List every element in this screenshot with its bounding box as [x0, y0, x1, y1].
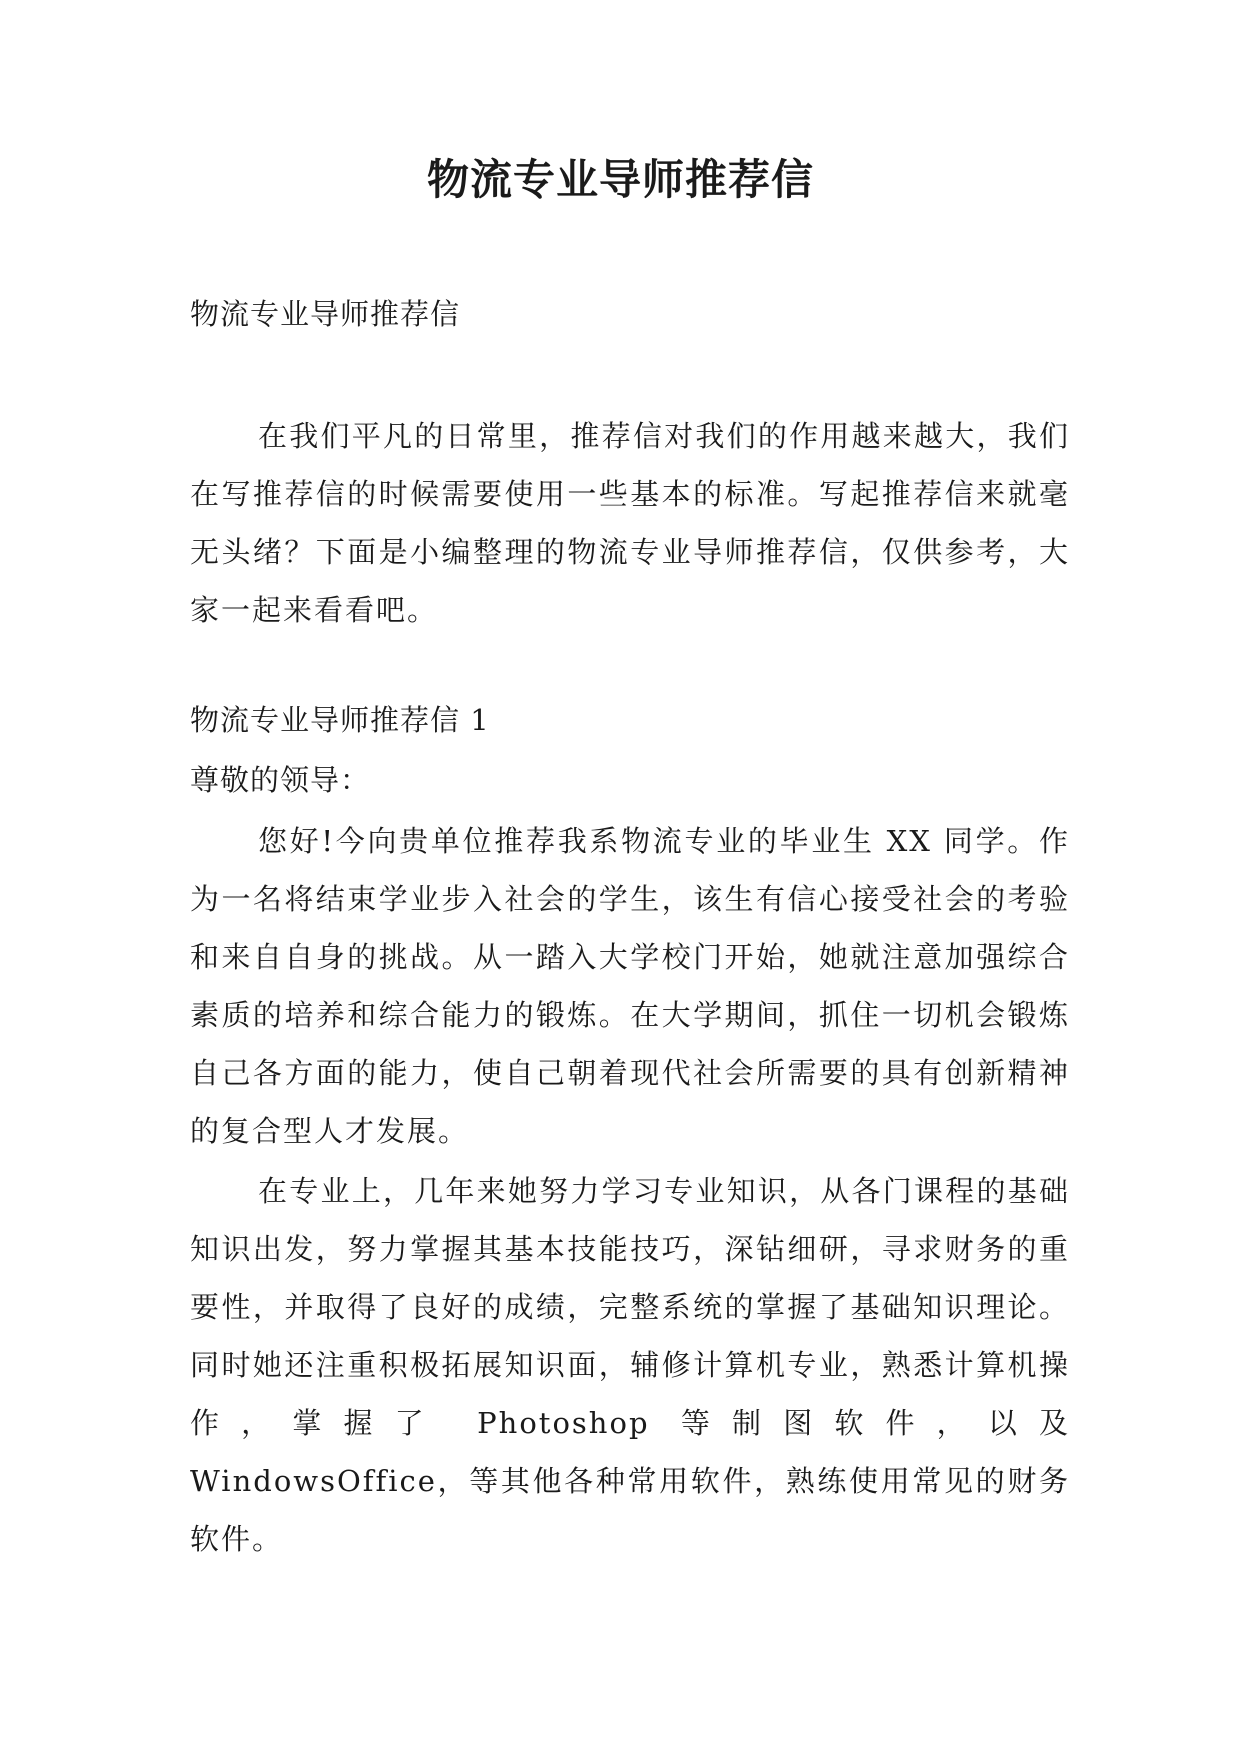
body-paragraph-1: 您好!今向贵单位推荐我系物流专业的毕业生 XX 同学。作为一名将结束学业步入社会的学生，该生有信心接受社会的考验和来自自身的挑战。从一踏入大学校门开始，她就注意加强综合素质的培养和综合能力的锻炼。在大学期间，抓住一切机会锻炼自己各方面的能力，使自己朝着现代社会所需要的具有创新精神的复合型人才发展。 [190, 824, 1070, 1148]
document-subtitle: 物流专业导师推荐信 [190, 297, 461, 331]
document-title: 物流专业导师推荐信 [426, 155, 814, 204]
section-heading: 物流专业导师推荐信 1 [190, 703, 490, 737]
body-paragraph-2: 在专业上，几年来她努力学习专业知识，从各门课程的基础知识出发，努力掌握其基本技能技巧，深钻细研，寻求财务的重要性，并取得了良好的成绩，完整系统的掌握了基础知识理论。同时她还注重积极拓展知识面，辅修计算机专业，熟悉计算机操作，掌握了 Photoshop 等制图软件，以及 WindowsOffice，等其他各种常用软件，熟练使用常见的财务软件。 [190, 1174, 1070, 1556]
intro-paragraph: 在我们平凡的日常里，推荐信对我们的作用越来越大，我们在写推荐信的时候需要使用一些基本的标准。写起推荐信来就毫无头绪？下面是小编整理的物流专业导师推荐信，仅供参考，大家一起来看看吧。 [190, 419, 1070, 627]
greeting-line: 尊敬的领导： [190, 763, 371, 797]
